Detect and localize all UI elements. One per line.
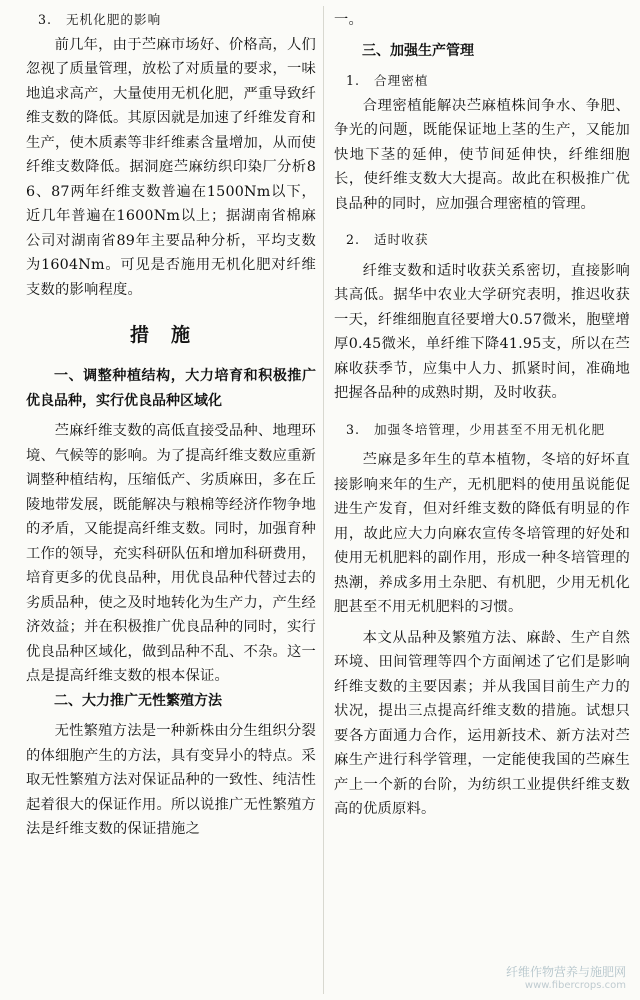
subheading-number: 3.	[38, 12, 53, 27]
subheading-number: 1.	[346, 73, 361, 88]
section-title-measures: 措施	[129, 324, 212, 346]
subheading-winter-care	[334, 418, 630, 443]
subheading-number: 3.	[346, 421, 361, 437]
paragraph-continuation: 一。	[334, 12, 363, 28]
paragraph-fertilizer-impact: 前几年，由于苎麻市场好、价格高，人们忽视了质量管理，放松了对质量的要求，一味地追求高产，大量使用无机化肥，严重导致纤维支数的降低。其原因就是加速了纤维发育和生产，使木质素等非纤维素含量增加，从而使纤维支数降低。据洞庭苎麻纺织印染厂分析86、87两年纤维支数普遍在1500Nm以下，近几年普遍在1600Nm以上；据湖南省棉麻公司对湖南省89年主要品种分析，平均支数为1604Nm。可见是否施用无机化肥对纤维支数的影响程度。	[26, 36, 316, 298]
subheading-dense-planting	[334, 69, 630, 94]
subheading-number: 2.	[346, 232, 361, 247]
watermark-url: www.fibercrops.com	[524, 980, 626, 991]
subheading-text: 合理密植	[374, 73, 429, 88]
heading-section-1: 一、调整种植结构，大力培育和积极推广优良品种，实行优良品种区域化	[26, 368, 316, 409]
left-column	[26, 0, 316, 1000]
subheading-timely-harvest	[334, 228, 630, 253]
paragraph-timely-harvest: 纤维支数和适时收获关系密切，直接影响其高低。据华中农业大学研究表明，推迟收获一天，纤维细胞直径要增大0.57微米，胞壁增厚0.45微米，单纤维下降41.95支，所以在苎麻收获季节，应集中人力、抓紧时间，准确地把握各品种的成熟时期，及时收获。	[334, 262, 630, 401]
paragraph-section-1: 苎麻纤维支数的高低直接受品种、地理环境、气候等的影响。为了提高纤维支数应重新调整种植结构，压缩低产、劣质麻田，多在丘陵地带发展，既能解决与粮棉等经济作物争地的矛盾，又能提高纤维支数。同时，加强育种工作的领导，充实科研队伍和增加科研费用，培育更多的优良品种，用优良品种代替过去的劣质品种，使之及时地转化为生产力，产生经济效益；并在积极推广优良品种的同时，实行优良品种区域化，做到品种不乱、不杂。这一点是提高纤维支数的根本保证。	[26, 423, 316, 684]
heading-section-3: 三、加强生产管理	[362, 42, 474, 59]
paragraph-winter-care: 苎麻是多年生的草本植物，冬培的好坏直接影响来年的生产，无机肥料的使用虽说能促进生产发育，但对纤维支数的降低有明显的作用，故此应大力向麻农宣传冬培管理的好处和使用无机肥料的副作用，形成一种冬培管理的热潮，养成多用土杂肥、有机肥，少用无机化肥甚至不用无机肥料的习惯。	[334, 452, 630, 615]
paragraph-dense-planting: 合理密植能解决苎麻植株间争水、争肥、争光的问题，既能保证地上茎的生产，又能加快地下茎的延伸，使节间延伸快，纤维细胞长，使纤维支数大大提高。故此在积极推广优良品种的同时，应加强合理密植的管理。	[334, 97, 630, 212]
subheading-text: 适时收获	[374, 232, 429, 247]
paragraph-conclusion: 本文从品种及繁殖方法、麻龄、生产自然环境、田间管理等四个方面阐述了它们是影响纤维支数的主要因素；并从我国目前生产力的状况，提出三点提高纤维支数的措施。试想只要各方面通力合作，运用新技术、新方法对苎麻生产进行科学管理，一定能使我国的苎麻生产上一个新的台阶，为纺织工业提供纤维支数高的优质原料。	[334, 629, 630, 817]
column-divider	[323, 6, 324, 994]
subheading-text: 加强冬培管理，少用甚至不用无机化肥	[374, 421, 606, 437]
watermark-site-name: 纤维作物营养与施肥网	[505, 965, 626, 979]
site-watermark	[506, 966, 626, 992]
right-column	[334, 0, 630, 1000]
subheading-fertilizer-impact	[26, 8, 316, 33]
paragraph-section-2: 无性繁殖方法是一种新株由分生组织分裂的体细胞产生的方法，具有变异小的特点。采取无性繁殖方法对保证品种的一致性、纯洁性起着很大的保证作用。所以说推广无性繁殖方法是纤维支数的保证措施之	[26, 723, 316, 837]
subheading-text: 无机化肥的影响	[66, 12, 162, 27]
heading-section-2: 二、大力推广无性繁殖方法	[54, 692, 222, 709]
